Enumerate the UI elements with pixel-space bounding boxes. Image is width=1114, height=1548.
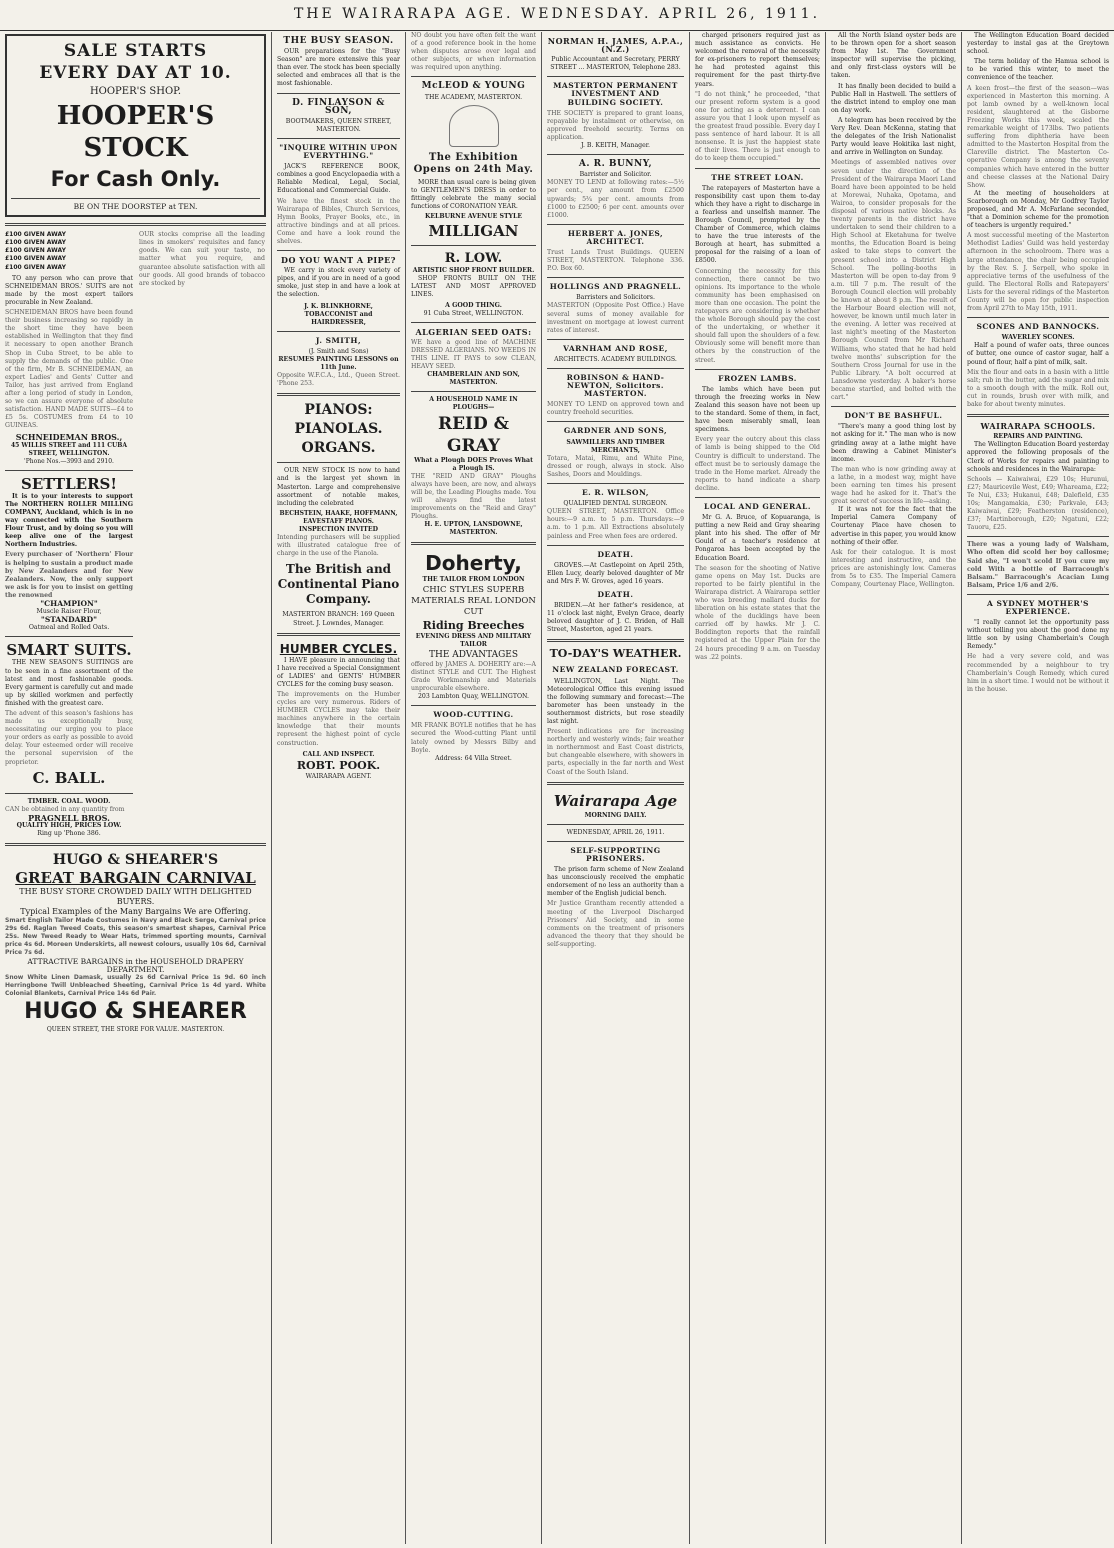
call-inspect: CALL AND INSPECT. bbox=[302, 750, 375, 758]
exhibition: The Exhibition Opens on 24th May. bbox=[413, 151, 534, 175]
scones-body: Half a pound of wafer oats, three ounces of butter, one ounce of castor sugar, half a pound of flour, half a pint of milk, salt. bbox=[967, 342, 1109, 366]
column-4: NORMAN H. JAMES, A.P.A., (N.Z.) Public Accountant and Secretary, PERRY STREET ... MASTERTON, Telephone 283. MASTERTON PERMANENT INVESTMENT AND BUILDING SOCIETY. THE SOCIETY is prepared to grant loans, repayable by instalment or otherwise, on approved freehold security. Terms on application. J. B. KEITH, Manager. A. R. BUNNY, Barrister and Solicitor. MONEY TO LEND at following rates:—5½ per cent., any amount from £2500 upwards; 5¾ per cent. amounts from £1000 to £2500; 6 per cent. amounts over £1000. HERBERT A. JONES, ARCHITECT. Trust Lands Trust Buildings. QUEEN STREET, MASTERTON. Telephone 336. P.O. Box 60. HOLLINGS AND PRAGNELL. Barristers and Solicitors. MASTERTON (Opposite Post Office.) Have several sums of money available for investment on mortgage at lowest current rates of interest. VARNHAM AND ROSE, ARCHITECTS. ACADEMY BUILDINGS. ROBINSON & HAND-NEWTON, Solicitors. MASTERTON. MONEY TO LEND on approved town and country freehold securities. GARDNER AND SONS, SAWMILLERS AND TIMBER MERCHANTS, Totara, Matai, Rimu, and White Pine, dressed or rough, always in stock. Also Sashes, Doors and Mouldings. E. R. WILSON, QUALIFIED DENTAL SURGEON. QUEEN STREET, MASTERTON. Office hours:—9 a.m. to 5 p.m. Thursdays:—9 a.m. to 1 p.m. All Extractions absolutely painless and Free when fees are ordered. DEATH. GROVES.—At Castlepoint on April 25th, Ellen Lucy, dearly beloved daughter of Mr and Mrs F. W. Groves, aged 16 years. DEATH. BRIDEN.—At her father's residence, at 11 o'clock last night, Evelyn Grace, dearly beloved daughter of J. C. Briden, of Hall Street, Masterton, aged 21 years. TO-DAY'S WEATHER. NEW ZEALAND FORECAST. WELLINGTON, Last Night. The Meteorological Office this evening issued the following summary and forecast:—The barometer has been unsteady in the southernmost districts, but rose steadily last night. Present indications are for increasing northerly and westerly winds; fair weather in northernmost and East Coast districts, but changeable elsewhere, with showers in parts, especially in the far north and West Coast of the South Island. Wairarapa Age MORNING DAILY. WEDNESDAY, APRIL 26, 1911. SELF-SUPPORTING PRISONERS. The prison farm scheme of New Zealand has unconsciously received the emphatic endorsement of no less an authority than a member of the English judicial bench. Mr Justice Grantham recently attended a meeting of the Liverpool Discharged Prisoners' Aid Society, and in some comments on the treatment of prisoners advanced the theory that they should be self-supporting. bbox=[542, 32, 690, 1544]
death-head: DEATH. bbox=[597, 549, 634, 559]
scones-sub: WAVERLEY SCONES. bbox=[1001, 334, 1075, 342]
col6-body-low: A telegram has been received by the Very Rev. Dean McKenna, stating that the delegates of the Irish Nationalist Party would leave Hokitika last night, and arrive in Wellington on Sunday. bbox=[831, 116, 956, 157]
hugo-title: HUGO & SHEARER'S bbox=[52, 852, 219, 869]
rlow-sub: ARTISTIC SHOP FRONT BUILDER. bbox=[412, 267, 535, 275]
varnham: VARNHAM AND ROSE, bbox=[563, 343, 668, 353]
smart-body: THE NEW SEASON'S SUITINGS are to be seen in a fine assortment of the latest and most fashionable goods. Every garment is carefully cut and made up by skilled workmen and perfectly finished with the greatest care. bbox=[5, 659, 133, 707]
james: NORMAN H. JAMES, A.P.A., (N.Z.) bbox=[547, 36, 684, 55]
death-2: BRIDEN.—At her father's residence, at 11 o'clock last night, Evelyn Grace, dearly beloved daughter of J. C. Briden, of Hall Street, Masterton, aged 21 years. bbox=[547, 602, 684, 634]
give-away-line: £100 GIVEN AWAY bbox=[5, 231, 66, 239]
sale-line-4: HOOPER'S STOCK bbox=[56, 101, 215, 164]
hugo-attractive: ATTRACTIVE BARGAINS in the HOUSEHOLD DRAPERY DEPARTMENT. bbox=[27, 956, 244, 974]
local-general-body: Mr G. A. Bruce, of Kopuaranga, is putting a new Reid and Gray shearing plant into his shed. The offer of Mr Gould of a teacher's residence at Pongaroa has been accepted by the Education Board. bbox=[695, 514, 820, 562]
give-body: TO any person who can prove that SCHNEIDEMAN BROS.' SUITS are not made by the most expert tailors procurable in New Zealand. bbox=[5, 274, 133, 306]
mother-head: A SYDNEY MOTHER'S EXPERIENCE. bbox=[987, 598, 1089, 616]
james-sub: Public Accountant and Secretary, PERRY STREET ... MASTERTON, Telephone 283. bbox=[550, 56, 681, 72]
standard-sub: Oatmeal and Rolled Oats. bbox=[28, 624, 110, 632]
col7-edu: The Wellington Education Board decided yesterday to instal gas at the Greytown school. bbox=[967, 32, 1109, 56]
breeches: Riding Breeches bbox=[422, 618, 525, 632]
boyle-address: Address: 64 Villa Street. bbox=[435, 754, 512, 762]
paper-title: Wairarapa Age bbox=[553, 791, 678, 810]
standard: "STANDARD" bbox=[40, 615, 98, 625]
hooper-sale-ad bbox=[5, 34, 266, 217]
pook-sub: WAIRARAPA AGENT. bbox=[305, 772, 372, 780]
col5-body-top: charged prisoners required just as much assistance as convicts. He welcomed the removal of the necessity for ex-prisoners to report themselves; he had protested against this requirement for the past thirty-five years. bbox=[695, 32, 820, 88]
hugo-carnival: GREAT BARGAIN CARNIVAL bbox=[15, 869, 256, 888]
keith: J. B. KEITH, Manager. bbox=[580, 142, 651, 150]
good-thing: A GOOD THING. bbox=[445, 301, 502, 309]
hollings: HOLLINGS AND PRAGNELL. bbox=[549, 282, 682, 292]
repairs-body: The Wellington Education Board yesterday approved the following proposals of the Clerk of Works for repairs and painting to schools and residences in the Wairarapa: bbox=[967, 441, 1109, 473]
column-1b: OUR stocks comprise all the leading lines in smokers' requisites and fancy goods. We can suit your taste, no matter what you require, and guarantee absolute satisfaction with all our goods. All good brands of tobacco are stocked by bbox=[139, 231, 265, 287]
wilson-sub: QUALIFIED DENTAL SURGEON. bbox=[563, 500, 668, 508]
pipe-body: WE carry in stock every variety of pipes, and if you are in need of a good smoke, just step in and have a look at the selection. bbox=[277, 267, 400, 299]
frozen-lambs-head: FROZEN LAMBS. bbox=[718, 373, 797, 383]
forecast-body: WELLINGTON, Last Night. The Meteorological Office this evening issued the following summary and forecast:—The barometer has been unsteady in the southernmost districts, but rose steadily last night. bbox=[547, 677, 684, 725]
busy-season: THE BUSY SEASON. bbox=[283, 36, 394, 46]
column-3: NO doubt you have often felt the want of a good reference book in the home when disputes arose over legal and other subjects, or when information was required upon anything. McLEOD & YOUNG THE ACADEMY, MASTERTON. The Exhibition Opens on 24th May. MORE than usual care is being given to GENTLEMEN'S DRESS in order to fittingly celebrate the many social functions of CORONATION YEAR. KELBURNE AVENUE STYLE MILLIGAN R. LOW. ARTISTIC SHOP FRONT BUILDER. SHOP FRONTS BUILT ON THE LATEST AND MOST APPROVED LINES. A GOOD THING. 91 Cuba Street, WELLINGTON. ALGERIAN SEED OATS: WE have a good line of MACHINE DRESSED ALGERIANS. NO WEEDS IN THIS LINE. IT PAYS to sow CLEAN, HEAVY SEED. CHAMBERLAIN AND SON, MASTERTON. A HOUSEHOLD NAME IN PLOUGHS— REID & GRAY What a Plough DOES Proves What a Plough IS. THE "REID AND GRAY" Ploughs always have been, are now, and always will be, the Leading Ploughs made. You will always find the latest improvements on the "Reid and Gray" Ploughs. H. E. UPTON, LANSDOWNE, MASTERTON. Doherty, THE TAILOR FROM LONDON CHIC STYLES SUPERB MATERIALS REAL LONDON CUT Riding Breeches EVENING DRESS AND MILITARY TAILOR THE ADVANTAGES offered by JAMES A. DOHERTY are:—A distinct STYLE and CUT. The Highest Grade Workmanship and Materials unprocurable elsewhere. 203 Lambton Quay, WELLINGTON. WOOD-CUTTING. MR FRANK BOYLE notifies that he has secured the Wood-cutting Plant until lately owned by Messrs Bilby and Boyle. Address: 64 Villa Street. bbox=[406, 32, 542, 1544]
milligan: MILLIGAN bbox=[428, 222, 519, 241]
pipe-head: DO YOU WANT A PIPE? bbox=[281, 255, 396, 266]
local-general-head: LOCAL AND GENERAL. bbox=[704, 501, 811, 511]
death-1: GROVES.—At Castlepoint on April 25th, Ellen Lucy, dearly beloved daughter of Mr and Mrs F. W. Groves, aged 16 years. bbox=[547, 561, 684, 585]
settlers-title: SETTLERS! bbox=[21, 474, 117, 493]
masthead-title: THE WAIRARAPA AGE. WEDNESDAY. APRIL 26, 1911. bbox=[293, 6, 821, 22]
champion: "CHAMPION" bbox=[40, 599, 98, 609]
quality: QUALITY HIGH, PRICES LOW. bbox=[16, 821, 122, 829]
wairarapa-schools-head: WAIRARAPA SCHOOLS. bbox=[980, 421, 1096, 432]
column-6: All the North Island oyster beds are to be thrown open for a short season from May 1st. The Government inspector will supervise the picking, and only first-class oysters will be taken. It has finally been decided to build a Public Hall in Hastwell. The settlers of the district intend to employ one man on day work. A telegram has been received by the Very Rev. Dean McKenna, stating that the delegates of the Irish Nationalist Party would leave Hokitika last night, and arrive in Wellington on Sunday. Meetings of assembled natives over seven under the direction of the President of the Wairarapa Maori Land Board have been appointed to be held at Morewai, Nuhaka, Opotama, and Wairoa, to consider proposals for the disposal of various native blocks. As twenty parents in the district have undertaken to send their children to a High School at Eketahuna for twelve months, the Education Board is being asked to take steps to convert the present school into a District High School. The polling-booths in Masterton will be open to-day from 9 a.m. till 7 p.m. The result of the Borough Council election will probably be known at about 8 p.m. The result of the Harbour Board election will not, however, be known until much later in the evening. A letter was received at last night's meeting of the Masterton Borough Council from Mr Richard Williams, who stated that he had held twelve months' subscription for the Southern Cross Journal for use in the Public Library. "A bolt occurred at Lansdowne yesterday. A baker's horse became startled, and bolted with the cart." DON'T BE BASHFUL. "There's many a good thing lost by not asking for it." The man who is now grinding away at a lathe might have been drawing a Cabinet Minister's income. The man who is now grinding away at a lathe, in a modest way, might have been earning ten times his present wage had he asked for it. That's the great secret of success in life—asking. If it was not for the fact that the Imperial Camera Company of Courtenay Place have chosen to advertise in this paper, you would know nothing of their offer. Ask for their catalogue. It is most interesting and instructive, and the prices are astonishingly low. Cameras from 5s to £35. The Imperial Camera Company, Courtenay Place, Wellington. bbox=[826, 32, 962, 1544]
hollings-sub: Barristers and Solicitors. bbox=[576, 294, 655, 302]
col7-body-mid: At the meeting of householders at Scarborough on Monday, Mr Godfrey Taylor proposed, and Mr A. McFarlane seconded, "that a Dominion scheme for the promotion of teachers is urgently required." bbox=[967, 189, 1109, 230]
col6-body-top: All the North Island oyster beds are to be thrown open for a short season from May 1st. The Government inspector will supervise the picking, and only first-class oysters will be taken. bbox=[831, 32, 956, 80]
inspection: INSPECTION INVITED bbox=[299, 526, 378, 534]
pragnell: PRAGNELL BROS. bbox=[28, 812, 110, 823]
column-5: charged prisoners required just as much assistance as convicts. He welcomed the removal of the necessity for ex-prisoners to report themselves; he had protested against this requirement for the past thirty-five years. "I do not think," he proceeded, "that our present reform system is a good one for acting as a deterrent. I can assure you that I look upon myself as the greatest fraud possible. Every day I pass sentence of hard labour. It is all nonsense. It is just the happiest state of their lives. There is just enough to do to keep them occupied." THE STREET LOAN. The ratepayers of Masterton have a responsibility cast upon them to-day which they have a right to discharge in a fearless and unselfish manner. The Borough Council, prompted by the Chamber of Commerce, which claims to have the true interests of the Borough at heart, has submitted a proposal for the raising of a loan of £8500. Concerning the necessity for this connection, there cannot be two opinions. Its importance to the whole community has been emphasised on more than one occasion. The point the ratepayers are considering is whether the whole Borough should pay the cost of the undertaking, or whether it should fall upon the shoulders of a few. Obviously some will benefit more than others by the construction of the street. FROZEN LAMBS. The lambs which have been put through the freezing works in New Zealand this season have not been up to the standard. Some of them, in fact, have been miserably small, lean specimens. Every year the outcry about this class of lamb is being shipped to the Old Country is difficult to understand. The effect must be to seriously damage the trade in the Home market. Already the reports to hand indicate a sharp decline. LOCAL AND GENERAL. Mr G. A. Bruce, of Kopuaranga, is putting a new Reid and Gray shearing plant into his shed. The offer of Mr Gould of a teacher's residence at Pongaroa has been accepted by the Education Board. The season for the shooting of Native game opens on May 1st. Ducks are reported to be fairly plentiful in the Wairarapa district. A Wairarapa settler who was breeding mallard ducks for liberation on his estate states that the whole of the ducklings have been carried off by hawks. Mr J. C. Boddington reports that the rainfall registered at the Upper Plain for the 24 hours preceding 9 a.m. on Tuesday was .22 points. bbox=[690, 32, 826, 1544]
schneideman-address: 45 WILLIS STREET and 111 CUBA STREET, WELLINGTON. bbox=[10, 441, 127, 457]
finlayson-sub: BOOTMAKERS, QUEEN STREET, MASTERTON. bbox=[285, 117, 392, 133]
crest-icon bbox=[449, 105, 499, 147]
academy: THE ACADEMY, MASTERTON. bbox=[424, 93, 523, 101]
sale-line-2: EVERY DAY AT 10. bbox=[39, 63, 232, 83]
upton: H. E. UPTON, LANSDOWNE, MASTERTON. bbox=[424, 521, 523, 537]
kelburne: KELBURNE AVENUE STYLE bbox=[424, 213, 523, 221]
bunny: A. R. BUNNY, bbox=[578, 159, 653, 170]
bashful-body-2: If it was not for the fact that the Imperial Camera Company of Courtenay Place have chosen to advertise in this paper, you would know nothing of their offer. bbox=[831, 506, 956, 546]
champion-sub: Muscle Raiser Flour, bbox=[36, 608, 102, 616]
piano-makers: BECHSTEIN, HAAKE, HOFFMANN, EAVESTAFF PIANOS. bbox=[279, 509, 398, 525]
chamberlain: CHAMBERLAIN AND SON, MASTERTON. bbox=[427, 371, 520, 387]
resumes: RESUMES PAINTING LESSONS on 11th June. bbox=[278, 356, 399, 372]
bashful-head: DON'T BE BASHFUL. bbox=[844, 411, 943, 421]
hugo-typical: Typical Examples of the Many Bargains We are Offering. bbox=[20, 907, 251, 917]
masthead bbox=[0, 0, 1114, 31]
settlers-body: It is to your interests to support The NORTHERN ROLLER MILLING COMPANY, Auckland, which is in no way connected with the Southern Flour Trust, and by doing so you will keep alive one of the largest Northern Industries. bbox=[5, 492, 133, 549]
schneideman-phone: 'Phone Nos.—3993 and 2910. bbox=[24, 457, 114, 465]
plough-head: A HOUSEHOLD NAME IN PLOUGHS— bbox=[429, 396, 518, 412]
lambton: 203 Lambton Quay, WELLINGTON. bbox=[418, 693, 529, 701]
smart-title: SMART SUITS. bbox=[6, 641, 132, 660]
morning-daily: MORNING DAILY. bbox=[584, 811, 647, 819]
evening: EVENING DRESS AND MILITARY TAILOR bbox=[415, 632, 532, 648]
wood-cutting: WOOD-CUTTING. bbox=[433, 710, 514, 720]
exhibition-body: MORE than usual care is being given to GENTLEMEN'S DRESS in order to fittingly celebrate the many social functions of CORONATION YEAR. bbox=[411, 178, 536, 210]
advantages: THE ADVANTAGES bbox=[428, 649, 519, 660]
smith: J. SMITH, bbox=[315, 335, 362, 345]
cball: C. BALL. bbox=[32, 768, 106, 787]
reid-gray: REID & GRAY bbox=[437, 413, 510, 456]
busy-body: OUR preparations for the "Busy Season" are more extensive this year than ever. The stock has been specially selected and embraces all that is the most fashionable. bbox=[277, 48, 400, 88]
col7-body-top: The term holiday of the Hamua school is to be varied this winter, to meet the convenience of the teacher. bbox=[967, 58, 1109, 82]
paper-date: WEDNESDAY, APRIL 26, 1911. bbox=[566, 828, 665, 836]
hugo-busy: THE BUSY STORE CROWDED DAILY WITH DELIGHTED BUYERS. bbox=[19, 887, 252, 907]
piano-branch: MASTERTON BRANCH: 169 Queen Street. J. Lowndes, Manager. bbox=[282, 611, 395, 627]
jones: HERBERT A. JONES, ARCHITECT. bbox=[567, 228, 664, 246]
algerian: ALGERIAN SEED OATS: bbox=[415, 326, 532, 337]
frozen-lambs-body: The lambs which have been put through the freezing works in New Zealand this season have not been up to the standard. Some of them, in fact, have been miserably small, lean specimens. bbox=[695, 385, 820, 434]
permanent-society: MASTERTON PERMANENT INVESTMENT AND BUILDING SOCIETY. bbox=[553, 81, 678, 107]
piano-body: OUR NEW STOCK IS now to hand and is the largest yet shown in Masterton. Large and comprehensive assortment of notable makes, including the celebrated bbox=[277, 467, 400, 507]
inquire-body: JACK'S REFERENCE BOOK, combines a good Encyclopaedia with a Reliable Medical, Legal, Social, Educational and Commercial Guide. bbox=[277, 163, 400, 195]
gardner: GARDNER AND SONS, bbox=[563, 426, 668, 436]
gardner-sub: SAWMILLERS AND TIMBER MERCHANTS, bbox=[566, 438, 665, 454]
reid-sub: What a Plough DOES Proves What a Plough IS. bbox=[414, 456, 533, 472]
humber: HUMBER CYCLES. bbox=[279, 641, 398, 656]
forecast-title: NEW ZEALAND FORECAST. bbox=[552, 665, 679, 675]
sale-line-1: SALE STARTS bbox=[63, 41, 208, 61]
scones-head: SCONES AND BANNOCKS. bbox=[976, 322, 1100, 332]
mother-body: "I really cannot let the opportunity pass without telling you about the good done my little son by using Chamberlain's Cough Remedy." bbox=[967, 619, 1109, 651]
schneideman-ad: £100 GIVEN AWAY £100 GIVEN AWAY £100 GIVEN AWAY £100 GIVEN AWAY £100 GIVEN AWAY TO any person who can prove that SCHNEIDEMAN BROS.' SUITS are not made by the most expert tailors procurable in New Zealand. SCHNEIDEMAN BROS have been found their business increasing so rapidly in the short time they have been established in Wellington that they find it necessary to open another Branch Shop in Cuba Street, to be able to supply the demands of the public. One of the firm, Mr B. SCHNEIDEMAN, an expert Ladies' and Gents' Cutter and Tailor, has just arrived from England after a long period of study in London, so we can assure everyone of absolute satisfaction. HAND MADE SUITS—£4 to £5 5s. COSTUMES from £4 to 10 GUINEAS. SCHNEIDEMAN BROS., 45 WILLIS STREET and 111 CUBA STREET, WELLINGTON. 'Phone Nos.—3993 and 2910. SETTLERS! It is to your interests to support The NORTHERN ROLLER MILLING COMPANY, Auckland, which is in no way connected with the Southern Flour Trust, and by doing so you will keep alive one of the largest Northern Industries. Every purchaser of 'Northern' Flour is helping to sustain a product made by New Zealanders and for New Zealanders. Now, the only support we ask is for you to insist on getting the renowned "CHAMPION" Muscle Raiser Flour, "STANDARD" Oatmeal and Rolled Oats. SMART SUITS. THE NEW SEASON'S SUITINGS are to be seen in a fine assortment of the latest and most fashionable goods. Every garment is carefully cut and made up by skilled workmen and perfectly finished with the greatest care. The advent of this season's fashions has made us exceptionally busy, necessitating our urging you to place your orders as early as possible to avoid delay. Your esteemed order will receive the personal supervision of the proprietor. C. BALL. TIMBER. COAL. WOOD. CAN be obtained in any quantity from PRAGNELL BROS. QUALITY HIGH, PRICES LOW. Ring up 'Phone 386. bbox=[5, 231, 133, 837]
chic-styles: CHIC STYLES SUPERB MATERIALS REAL LONDON CUT bbox=[411, 584, 536, 617]
mcleod: McLEOD & YOUNG bbox=[421, 81, 526, 92]
column-1: SALE STARTS EVERY DAY AT 10. HOOPER'S SHOP. HOOPER'S STOCK For Cash Only. BE ON THE DOORSTEP at TEN. £100 GIVEN AWAY £100 GIVEN AWAY £100 GIVEN AWAY £100 GIVEN AWAY £100 GIVEN AWAY TO any person who can prove that SCHNEIDEMAN BROS.' SUITS are not made by the most expert tailors procurable in New Zealand. SCHNEIDEMAN BROS have been found their business increasing so rapidly in the short time they have been established in Wellington that they find it necessary to open another Branch Shop in Cuba Street, to be able to supply the demands of the public. One of the firm, Mr B. SCHNEIDEMAN, an expert Ladies' and Gents' Cutter and Tailor, has just arrived from England after a long period of study in London, so we can assure everyone of absolute satisfaction. HAND MADE SUITS—£4 to £5 5s. COSTUMES from £4 to 10 GUINEAS. SCHNEIDEMAN BROS., 45 WILLIS STREET and 111 CUBA STREET, WELLINGTON. 'Phone Nos.—3993 and 2910. SETTLERS! It is to your interests to support The NORTHERN ROLLER MILLING COMPANY, Auckland, which is in no way connected with the Southern Flour Trust, and by doing so you will keep alive one of the largest Northern Industries. Every purchaser of 'Northern' Flour is helping to sustain a product made by New Zealanders and for New Zealanders. Now, the only support we ask is for you to insist on getting the renowned "CHAMPION" Muscle Raiser Flour, "STANDARD" Oatmeal and Rolled Oats. SMART SUITS. THE NEW SEASON'S SUITINGS are to be seen in a fine assortment of the latest and most fashionable goods. Every garment is carefully cut and made up by skilled workmen and perfectly finished with the greatest care. The advent of this season's fashions has made us exceptionally busy, necessitating our urging you to place your orders as early as possible to avoid delay. Your esteemed order will receive the personal supervision of the proprietor. C. BALL. TIMBER. COAL. WOOD. CAN be obtained in any quantity from PRAGNELL BROS. QUALITY HIGH, PRICES LOW. Ring up 'Phone 386. OUR stocks comprise all the leading lines in smokers' requisites and fancy goods. We can suit your taste, no matter what you require, and guarantee absolute satisfaction with all our goods. All good brands of tobacco are stocked by HUGO & SHEARER'S GREAT BARGAIN CARNIVAL THE BUSY STORE CROWDED DAILY WITH DELIGHTED BUYERS. Typical Examples of the Many Bargains We are Offering. Smart English Tailor Made Costumes in Navy and Black Serge, Carnival price 29s 6d. Raglan Tweed Coats, this season's smartest shapes, Carnival Price 25s. New Tweed Ready to Wear Hats, trimmed sporting mounts, Carnival price 4s 6d. Moreen Underskirts, all newest colours, usually 10s 6d, Carnival Price 7s 6d. ATTRACTIVE BARGAINS in the HOUSEHOLD DRAPERY DEPARTMENT. Snow White Linen Damask, usually 2s 6d Carnival Price 1s 9d. 60 inch Herringbone Twill Unbleached Sheeting, Carnival Price 1s 4d yard. White Colonial Blankets, Carnival Price 14s 6d Pair. HUGO & SHEARER QUEEN STREET, THE STORE FOR VALUE. MASTERTON. bbox=[0, 32, 272, 1544]
varnham-sub: ARCHITECTS. ACADEMY BUILDINGS. bbox=[554, 355, 677, 363]
repairs-head: REPAIRS AND PAINTING. bbox=[993, 433, 1083, 441]
bashful-body: "There's many a good thing lost by not asking for it." The man who is now grinding away at a lathe might have been drawing a Cabinet Minister's income. bbox=[831, 423, 956, 463]
hugo-footer: QUEEN STREET, THE STORE FOR VALUE. MASTERTON. bbox=[46, 1026, 225, 1034]
doherty: Doherty, bbox=[425, 551, 522, 576]
cuba-street: 91 Cuba Street, WELLINGTON. bbox=[423, 309, 524, 317]
prisoners-body: The prison farm scheme of New Zealand has unconsciously received the emphatic endorsement of no less an authority than a member of the English judicial bench. bbox=[547, 866, 684, 898]
bunny-sub: Barrister and Solicitor. bbox=[579, 171, 652, 179]
ring-phone: Ring up 'Phone 386. bbox=[37, 830, 101, 837]
smith-sub: (J. Smith and Sons) bbox=[308, 347, 369, 355]
pook: ROBT. POOK. bbox=[296, 758, 381, 772]
wilson: E. R. WILSON, bbox=[581, 488, 650, 498]
hugo-name: HUGO & SHEARER bbox=[24, 999, 247, 1025]
robinson: ROBINSON & HAND-NEWTON, Solicitors. MASTERTON. bbox=[566, 373, 665, 399]
finlayson: D. FINLAYSON & SON, bbox=[292, 97, 385, 116]
inquire: "INQUIRE WITHIN UPON EVERYTHING." bbox=[279, 142, 398, 161]
sale-line-3: HOOPER'S SHOP. bbox=[89, 86, 182, 97]
sale-line-6: BE ON THE DOORSTEP at TEN. bbox=[73, 202, 198, 212]
blinkhorne: J. K. BLINKHORNE, TOBACCONIST and HAIRDRESSER, bbox=[304, 302, 373, 326]
col6-body-mid: It has finally been decided to build a Public Hall in Hastwell. The settlers of the district intend to employ one man on day work. bbox=[831, 82, 956, 114]
column-7: The Wellington Education Board decided yesterday to instal gas at the Greytown school. The term holiday of the Hamua school is to be varied this winter, to meet the convenience of the teacher. A keen frost—the first of the season—was experienced in Masterton this morning. A pot lamb owned by a well-known local resident, slaughtered at the Gisborne Freezing Works this week, scaled the remarkable weight of 173lbs. Two patients suffering from diphtheria have been admitted to the Masterton Hospital from the Clareville district. The Masterton Co-operative Company is among the seventy companies which have entered in the butter and cheese classes at the National Dairy Show. At the meeting of householders at Scarborough on Monday, Mr Godfrey Taylor proposed, and Mr A. McFarlane seconded, "that a Dominion scheme for the promotion of teachers is urgently required." A most successful meeting of the Masterton Methodist Ladies' Guild was held yesterday afternoon in the schoolroom. There was a large attendance, the chair being occupied by the Rev. S. J. Serpell, who spoke in appreciative terms of the usefulness of the guild. The Electoral Rolls and Ratepayers' Lists for the several ridings of the Masterton County will be open for public inspection from April 27th to May 15th, 1911. SCONES AND BANNOCKS. WAVERLEY SCONES. Half a pound of wafer oats, three ounces of butter, one ounce of castor sugar, half a pound of flour, half a pint of milk, salt. Mix the flour and oats in a basin with a little salt; rub in the butter, add the sugar and mix to a smooth dough with the milk. Roll out, cut in rounds, brush over with milk, and bake for about twenty minutes. WAIRARAPA SCHOOLS. REPAIRS AND PAINTING. The Wellington Education Board yesterday approved the following proposals of the Clerk of Works for repairs and painting to schools and residences in the Wairarapa: Schools — Kaiwaiwai, £29 10s; Hurunui, £27; Mauricevile West, £49; Whareama, £22; Te Nui, £33; Hukanui, £48; Dalefield, £35 10s; Mangamakia, £30; Parkvale, £43; Kaiwaiwai, £29; Featherston (residence), £37; Martinborough, £20; Ngatuni, £22; Tauoru, £25. There was a young lady of Walsham, Who often did scold her boy callosme; Said she, "I won't scold If you cure my cold With a bottle of Barracough's Balsam." Barracough's Acacian Lung Balsam, Price 1/6 and 2/6. A SYDNEY MOTHER'S EXPERIENCE. "I really cannot let the opportunity pass without telling you about the good done my little son by using Chamberlain's Cough Remedy." He had a very severe cold, and was recommended by a neighbour to try Chamberlain's Cough Remedy, which cured him in a short time. I would not be without it in the house. bbox=[967, 32, 1109, 693]
rlow: R. LOW. bbox=[444, 251, 503, 267]
pianos: PIANOS: PIANOLAS. ORGANS. bbox=[294, 402, 383, 457]
humber-body: I HAVE pleasure in announcing that I have received a Special Consignment of LADIES' and GENTS' HUMBER CYCLES for the coming busy season. bbox=[277, 656, 400, 688]
doherty-sub: THE TAILOR FROM LONDON bbox=[422, 576, 525, 584]
prisoners-head: SELF-SUPPORTING PRISONERS. bbox=[570, 845, 661, 863]
schneideman-name: SCHNEIDEMAN BROS., bbox=[15, 432, 123, 443]
rlow-body: SHOP FRONTS BUILT ON THE LATEST AND MOST APPROVED LINES. bbox=[411, 275, 536, 299]
weather-title: TO-DAY'S WEATHER. bbox=[549, 647, 682, 661]
column-2: THE BUSY SEASON. OUR preparations for the "Busy Season" are more extensive this year than ever. The stock has been specially selected and embraces all that is the most fashionable. D. FINLAYSON & SON, BOOTMAKERS, QUEEN STREET, MASTERTON. "INQUIRE WITHIN UPON EVERYTHING." JACK'S REFERENCE BOOK, combines a good Encyclopaedia with a Reliable Medical, Legal, Social, Educational and Commercial Guide. We have the finest stock in the Wairarapa of Bibles, Church Services, Hymn Books, Prayer Books, etc., in attractive bindings and at all prices. Come and have a look round the shelves. DO YOU WANT A PIPE? WE carry in stock every variety of pipes, and if you are in need of a good smoke, just step in and have a look at the selection. J. K. BLINKHORNE, TOBACCONIST and HAIRDRESSER, J. SMITH, (J. Smith and Sons) RESUMES PAINTING LESSONS on 11th June. Opposite W.F.C.A., Ltd., Queen Street. 'Phone 253. PIANOS: PIANOLAS. ORGANS. OUR NEW STOCK IS now to hand and is the largest yet shown in Masterton. Large and comprehensive assortment of notable makes, including the celebrated BECHSTEIN, HAAKE, HOFFMANN, EAVESTAFF PIANOS. INSPECTION INVITED Intending purchasers will be supplied with illustrated catalogue free of charge in the use of the Pianola. The British and Continental Piano Company. MASTERTON BRANCH: 169 Queen Street. J. Lowndes, Manager. HUMBER CYCLES. I HAVE pleasure in announcing that I have received a Special Consignment of LADIES' and GENTS' HUMBER CYCLES for the coming busy season. The improvements on the Humber cycles are very numerous. Riders of HUMBER CYCLES may take their machines anywhere in the certain knowledge that their mounts represent the highest point of cycle construction. CALL AND INSPECT. ROBT. POOK. WAIRARAPA AGENT. bbox=[272, 32, 406, 1544]
british-piano: The British and Continental Piano Company. bbox=[277, 562, 400, 607]
street-loan-head: THE STREET LOAN. bbox=[711, 172, 804, 182]
street-loan-body: The ratepayers of Masterton have a responsibility cast upon them to-day which they have a right to discharge in a fearless and unselfish manner. The Borough Council, prompted by the Chamber of Commerce, which claims to have the true interests of the Borough at heart, has submitted a proposal for the raising of a loan of £8500. bbox=[695, 184, 820, 265]
sale-line-5: For Cash Only. bbox=[50, 167, 221, 192]
timber: TIMBER. COAL. WOOD. bbox=[27, 797, 111, 805]
